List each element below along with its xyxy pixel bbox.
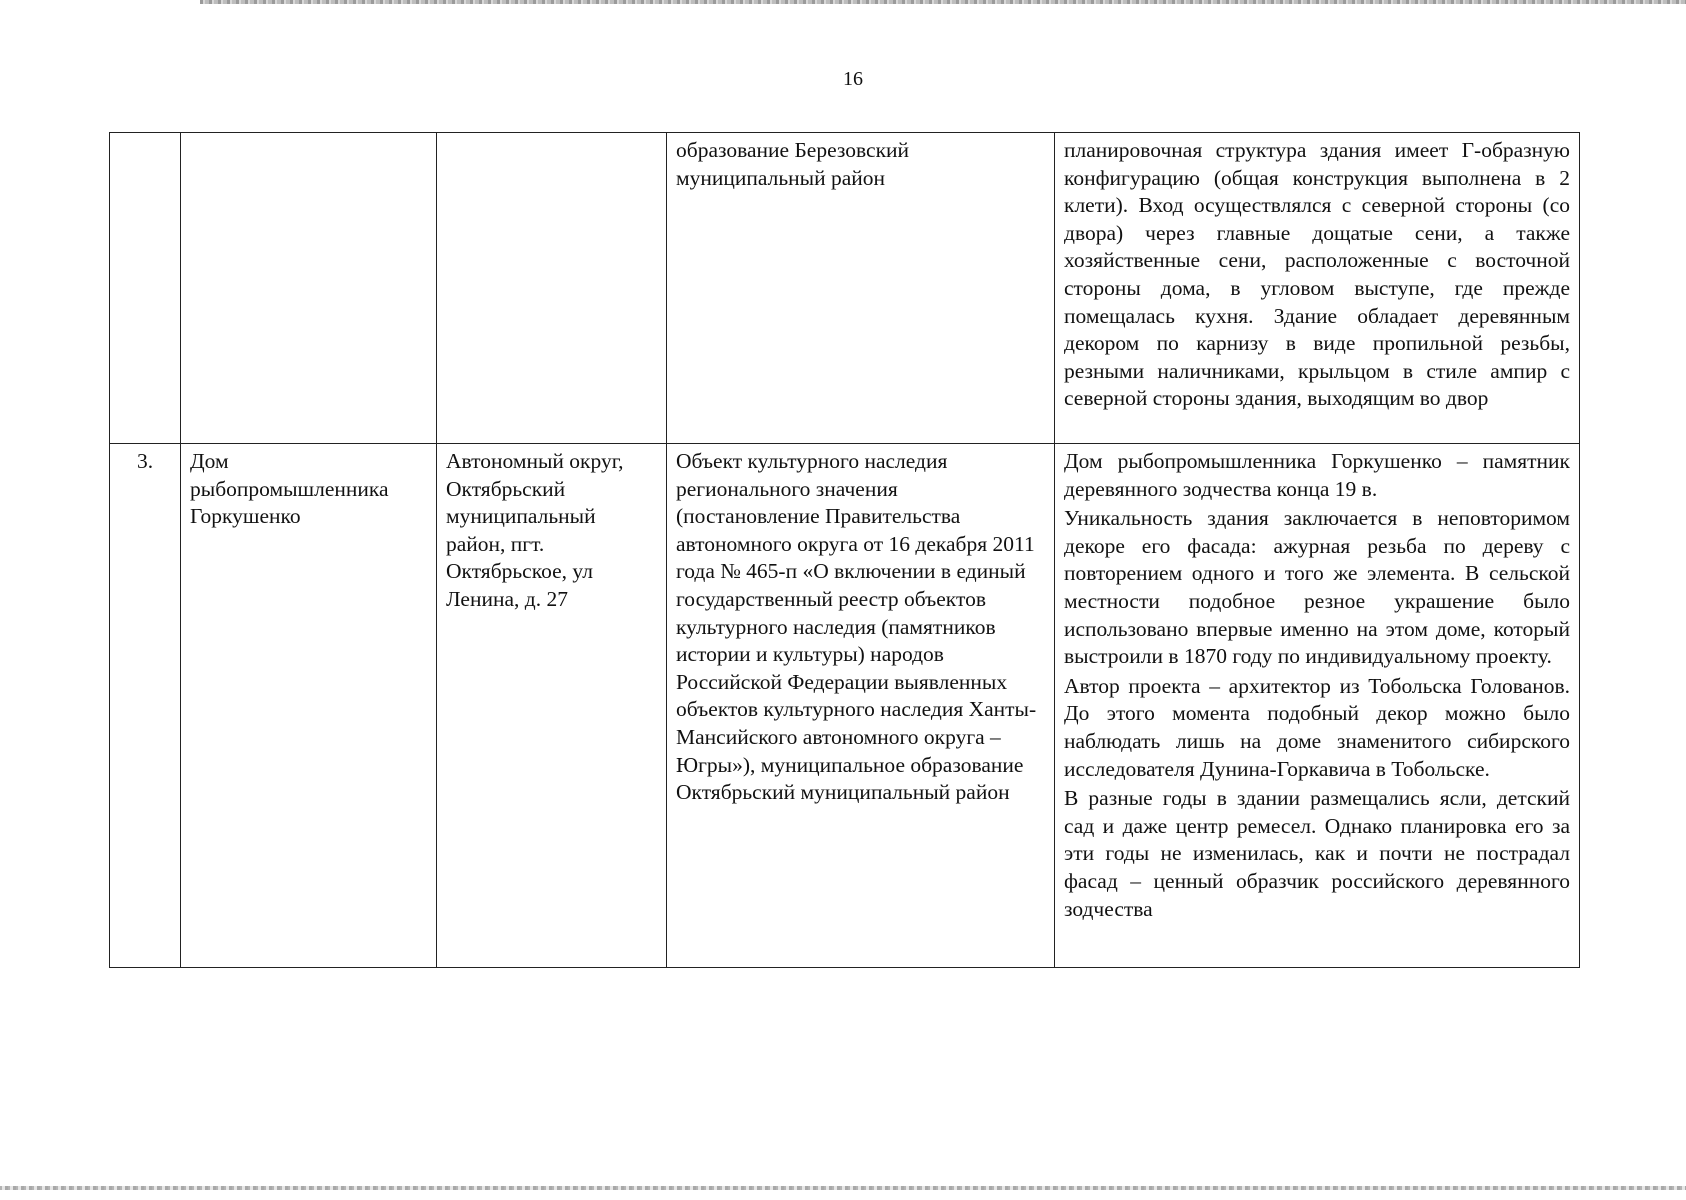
description-paragraph: В разные годы в здании размещались ясли, детский сад и даже центр ремесел. Однако планировка его за эти годы не изменилась, как и почти не пострадал фасад – ценный образчик российского деревянного зодчества bbox=[1064, 786, 1570, 921]
cell-object-name bbox=[181, 133, 437, 444]
cell-address: Автономный округ, Октябрьский муниципальный район, пгт. Октябрьское, ул Ленина, д. 27 bbox=[437, 444, 667, 968]
cell-status: Объект культурного наследия регионального значения (постановление Правительства автономного округа от 16 декабря 2011 года № 465-п «О включении в единый государственный реестр объектов культурного наследия (памятников истории и культуры) народов Российской Федерации выявленных объектов культурного наследия Ханты-Мансийского автономного округа – Югры»), муниципальное образование Октябрьский муниципальный район bbox=[667, 444, 1055, 968]
cell-number bbox=[110, 133, 181, 444]
cell-number: 3. bbox=[110, 444, 181, 968]
description-paragraph: Автор проекта – архитектор из Тобольска Голованов. До этого момента подобный декор можно было наблюдать лишь на доме знаменитого сибирского исследователя Дунина-Горкавича в Тобольске. bbox=[1064, 673, 1570, 781]
description-paragraph: Уникальность здания заключается в неповторимом декоре его фасада: ажурная резьба по дереву с повторением одного и того же элемента. В сельской местности подобное резное украшение было использовано впервые именно на этом доме, который выстроили в 1870 году по индивидуальному проекту. bbox=[1064, 506, 1570, 669]
heritage-table-container bbox=[109, 132, 1580, 968]
table-row-3 bbox=[110, 444, 1580, 968]
scan-edge-bottom bbox=[0, 1186, 1686, 1190]
description-paragraph: Дом рыбопромышленника Горкушенко – памятник деревянного зодчества конца 19 в. bbox=[1064, 449, 1570, 501]
scan-edge-top bbox=[200, 0, 1686, 4]
cell-address bbox=[437, 133, 667, 444]
heritage-objects-table bbox=[109, 132, 1580, 968]
table-row-continuation bbox=[110, 133, 1580, 444]
page-number: 16 bbox=[843, 68, 863, 90]
cell-object-name: Дом рыбопромышленника Горкушенко bbox=[181, 444, 437, 968]
cell-description bbox=[1055, 444, 1580, 968]
cell-status: образование Березовский муниципальный район bbox=[667, 133, 1055, 444]
cell-description: планировочная структура здания имеет Г-образную конфигурацию (общая конструкция выполнена в 2 клети). Вход осуществлялся с северной стороны (со двора) через главные дощатые сени, а также хозяйственные сени, расположенные с восточной стороны дома, в угловом выступе, где прежде помещалась кухня. Здание обладает деревянным декором по карнизу в виде пропильной резьбы, резными наличниками, крыльцом в стиле ампир с северной стороны здания, выходящим во двор bbox=[1055, 133, 1580, 444]
